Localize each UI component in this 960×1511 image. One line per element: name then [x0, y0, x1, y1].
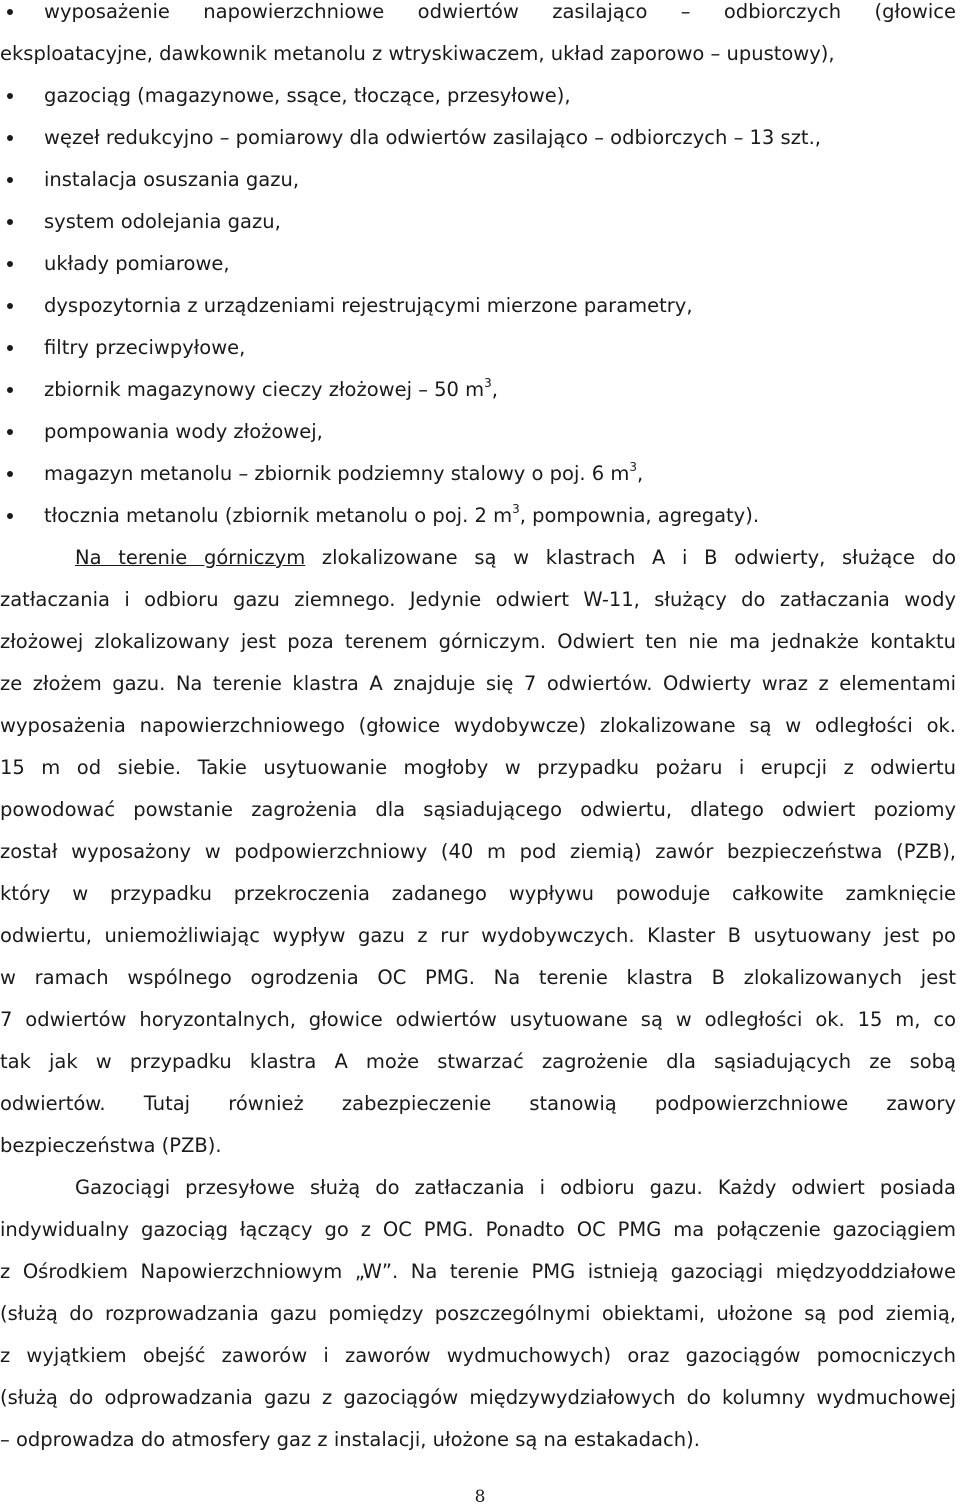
paragraph-line: 15 m od siebie. Takie usytuowanie mogłoby w przypadku pożaru i erupcji z odwiertu	[0, 756, 956, 779]
paragraph-line: (służą do rozprowadzania gazu pomiędzy poszczególnymi obiektami, ułożone są pod ziemią,	[0, 1302, 956, 1325]
paragraph-line: został wyposażony w podpowierzchniowy (40 m pod ziemią) zawór bezpieczeństwa (PZB),	[0, 840, 956, 863]
bullet-icon	[7, 471, 13, 477]
paragraph-line: który w przypadku przekroczenia zadanego wypływu powoduje całkowite zamknięcie	[0, 882, 956, 905]
bullet-icon	[7, 387, 13, 393]
list-item	[0, 75, 960, 117]
list-item-tail: ,	[637, 462, 644, 485]
list-item	[0, 159, 960, 201]
paragraph-line: (służą do odprowadzania gazu z gazociągów międzywydziałowych do kolumny wydmuchowej	[0, 1386, 956, 1409]
paragraph-line: Gazociągi przesyłowe służą do zatłaczania i odbioru gazu. Każdy odwiert posiada	[75, 1176, 956, 1199]
list-item-text: dyspozytornia z urządzeniami rejestrującymi mierzone parametry,	[44, 294, 693, 317]
paragraph-line: tak jak w przypadku klastra A może stwarzać zagrożenie dla sąsiadujących ze sobą	[0, 1050, 956, 1073]
paragraph-line: – odprowadza do atmosfery gaz z instalacji, ułożone są na estakadach).	[0, 1428, 700, 1451]
superscript: 3	[484, 376, 492, 390]
bullet-icon	[7, 303, 13, 309]
list-item	[0, 117, 960, 159]
list-item-text: tłocznia metanolu (zbiornik metanolu o poj. 2 m	[44, 504, 513, 527]
paragraph-line: z Ośrodkiem Napowierzchniowym „W”. Na terenie PMG istnieją gazociągi międzyoddziałowe	[0, 1260, 956, 1283]
superscript: 3	[629, 460, 638, 474]
paragraph-line: ze złożem gazu. Na terenie klastra A znajduje się 7 odwiertów. Odwierty wraz z elementami	[0, 672, 956, 695]
list-item	[0, 327, 960, 369]
bullet-icon	[7, 135, 13, 141]
list-item-text: pompowania wody złożowej,	[44, 420, 323, 443]
list-item-text: gazociąg (magazynowe, ssące, tłoczące, przesyłowe),	[44, 84, 571, 107]
list-item-text: wyposażenie napowierzchniowe odwiertów zasilająco – odbiorczych (głowice	[44, 0, 956, 23]
list-item-text: układy pomiarowe,	[44, 252, 230, 275]
list-item	[0, 0, 960, 75]
page-number: 8	[474, 1487, 486, 1507]
bullet-icon	[7, 177, 13, 183]
bullet-icon	[7, 513, 13, 519]
paragraph-pipelines	[0, 1167, 956, 1461]
bullet-icon	[7, 219, 13, 225]
paragraph-line	[0, 537, 956, 579]
paragraph-line: powodować powstanie zagrożenia dla sąsiadującego odwiertu, dlatego odwiert poziomy	[0, 798, 956, 821]
list-item-text: system odolejania gazu,	[44, 210, 281, 233]
list-item-tail: , pompownia, agregaty).	[519, 504, 760, 527]
list-item-text-continuation: eksploatacyjne, dawkownik metanolu z wtryskiwaczem, układ zaporowo – upustowy),	[0, 42, 835, 65]
paragraph-line: 7 odwiertów horyzontalnych, głowice odwiertów usytuowane są w odległości ok. 15 m, co	[0, 1008, 956, 1031]
bullet-icon	[7, 345, 13, 351]
superscript: 3	[512, 502, 520, 516]
list-item	[0, 201, 960, 243]
paragraph-line: złożowej zlokalizowany jest poza terenem górniczym. Odwiert ten nie ma jednakże kontaktu	[0, 630, 956, 653]
paragraph-line: odwiertów. Tutaj również zabezpieczenie stanowią podpowierzchniowe zawory	[0, 1092, 956, 1115]
list-item	[0, 369, 960, 411]
paragraph-line: z wyjątkiem obejść zaworów i zaworów wydmuchowych) oraz gazociągów pomocniczych	[0, 1344, 956, 1367]
list-item-text: instalacja osuszania gazu,	[44, 168, 300, 191]
list-item	[0, 411, 960, 453]
list-item	[0, 495, 960, 537]
list-item-text: magazyn metanolu – zbiornik podziemny stalowy o poj. 6 m	[44, 462, 630, 485]
paragraph-line: wyposażenia napowierzchniowego (głowice wydobywcze) zlokalizowane są w odległości ok.	[0, 714, 956, 737]
list-item-text: zbiornik magazynowy cieczy złożowej – 50 m	[44, 378, 485, 401]
paragraph-line: indywidualny gazociąg łączący go z OC PMG. Ponadto OC PMG ma połączenie gazociągiem	[0, 1218, 956, 1241]
bullet-icon	[7, 261, 13, 267]
paragraph-mining-area	[0, 537, 956, 1167]
paragraph-text: zlokalizowane są w klastrach A i B odwierty, służące do	[305, 546, 957, 569]
paragraph-line: zatłaczania i odbioru gazu ziemnego. Jedynie odwiert W-11, służący do zatłaczania wody	[0, 588, 956, 611]
underlined-term: Na terenie górniczym	[75, 546, 306, 569]
list-item	[0, 243, 960, 285]
paragraph-line: odwiertu, uniemożliwiając wypływ gazu z rur wydobywczych. Klaster B usytuowany jest po	[0, 924, 956, 947]
paragraph-line: bezpieczeństwa (PZB).	[0, 1134, 222, 1157]
paragraph-line: w ramach wspólnego ogrodzenia OC PMG. Na terenie klastra B zlokalizowanych jest	[0, 966, 956, 989]
list-item	[0, 453, 960, 495]
list-item-text: filtry przeciwpyłowe,	[44, 336, 246, 359]
bullet-icon	[7, 9, 13, 15]
list-item-tail: ,	[491, 378, 498, 401]
equipment-list	[0, 0, 960, 537]
bullet-icon	[7, 93, 13, 99]
list-item-text: węzeł redukcyjno – pomiarowy dla odwiertów zasilająco – odbiorczych – 13 szt.,	[44, 126, 821, 149]
list-item	[0, 285, 960, 327]
bullet-icon	[7, 429, 13, 435]
